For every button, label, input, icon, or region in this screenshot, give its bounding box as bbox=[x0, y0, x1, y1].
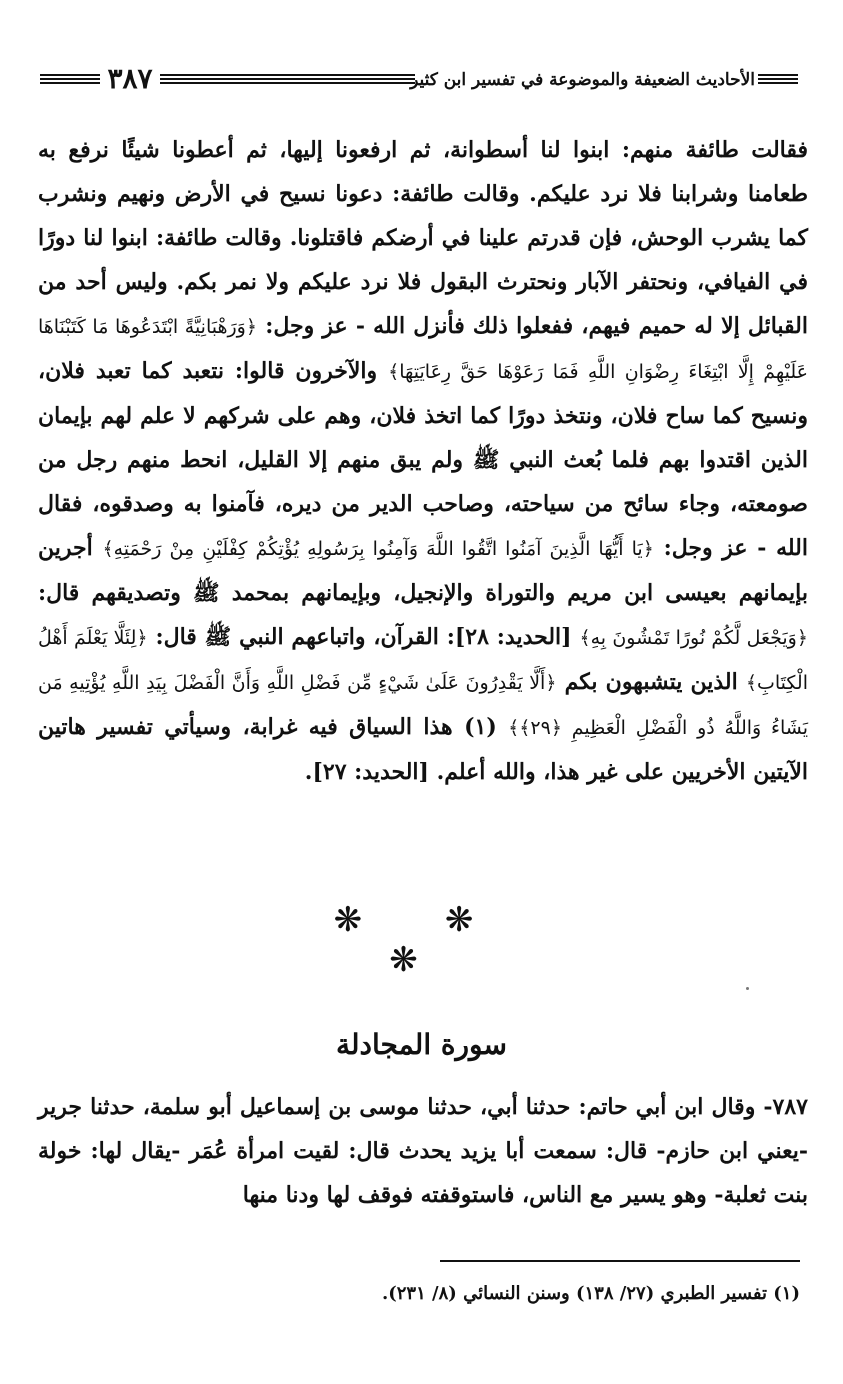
quran-verse: ﴿أَلَّا يَقْدِرُونَ عَلَىٰ شَيْءٍ مِّن فَضْلِ اللَّهِ وَأَنَّ الْفَضْلَ بِيَدِ اللَّهِ يُؤْتِيهِ مَن يَشَاءُ وَاللَّهُ ذُو الْفَضْلِ الْعَظِيمِ ﴿٢٩﴾﴾ bbox=[38, 672, 808, 739]
section-ornament: ❋ ❋ ❋ bbox=[333, 900, 510, 980]
hadith-paragraph: ٧٨٧- وقال ابن أبي حاتم: حدثنا أبي، حدثنا موسى بن إسماعيل أبو سلمة، حدثنا جرير -يعني ابن حازم- قال: سمعت أبا يزيد يحدث قال: لقيت امرأة عُمَر -يقال لها: خولة بنت ثعلبة- وهو يسير مع الناس، فاستوقفته فوقف لها ودنا منها bbox=[38, 1094, 808, 1208]
text-run: أجرين بإيمانهم بعيسى ابن مريم والتوراة والإنجيل، وبإيمانهم بمحمد ﷺ وتصديقهم قال: bbox=[38, 535, 808, 606]
header-rule-middle bbox=[160, 74, 415, 83]
scan-speck bbox=[746, 987, 749, 990]
text-run: فقالت طائفة منهم: ابنوا لنا أسطوانة، ثم ارفعونا إليها، ثم أعطونا شيئًا نرفع به طعامنا وشرابنا فلا نرد عليكم. وقالت طائفة: دعونا نسيح في الأرض ونهيم ونشرب كما يشرب الوحش، فإن قدرتم علينا في أرضكم فاقتلونا. وقالت طائفة: ابنوا لنا دورًا في الفيافي، ونحتفر الآبار ونحترث البقول فلا نرد عليكم ولا نمر بكم. وليس أحد من القبائل إلا له حميم فيهم، ففعلوا ذلك فأنزل الله - عز وجل: bbox=[38, 137, 808, 339]
text-run: (١) هذا السياق فيه غرابة، وسيأتي تفسير هاتين الآيتين الأخريين على غير هذا، والله أعلم. [الحديد: ٢٧]. bbox=[38, 714, 808, 785]
text-run: الذين يتشبهون بكم bbox=[556, 669, 746, 695]
page-number: ٣٨٧ bbox=[107, 62, 153, 95]
quran-verse: ﴿وَرَهْبَانِيَّةً ابْتَدَعُوهَا مَا كَتَبْنَاهَا عَلَيْهِمْ إِلَّا ابْتِغَاءَ رِضْوَانِ اللَّهِ فَمَا رَعَوْهَا حَقَّ رِعَايَتِهَا﴾ bbox=[38, 316, 808, 383]
quran-verse: ﴿لِئَلَّا يَعْلَمَ أَهْلُ الْكِتَابِ﴾ bbox=[38, 627, 808, 694]
main-paragraph bbox=[38, 128, 808, 794]
surah-title: سورة المجادلة bbox=[336, 1028, 507, 1061]
quran-verse: ﴿وَيَجْعَل لَّكُمْ نُورًا تَمْشُونَ بِهِ﴾ bbox=[579, 627, 808, 649]
text-run: [الحديد: ٢٨]: القرآن، واتباعهم النبي ﷺ قال: bbox=[147, 624, 580, 650]
header-rule-right bbox=[758, 74, 798, 83]
footnote: (١) تفسير الطبري (٢٧/ ١٣٨) وسنن النسائي (٨/ ٢٣١). bbox=[381, 1283, 800, 1304]
running-title: الأحاديث الضعيفة والموضوعة في تفسير ابن كثير bbox=[410, 70, 755, 90]
text-run: والآخرون قالوا: نتعبد كما تعبد فلان، ونسيح كما ساح فلان، ونتخذ دورًا كما اتخذ فلان، وهم على شركهم لا علم لهم بإيمان الذين اقتدوا بهم فلما بُعث النبي ﷺ ولم يبق منهم إلا القليل، انحط منهم رجل من صومعته، وجاء سائح من سياحته، وصاحب الدير من ديره، فآمنوا به وصدقوه، فقال الله - عز وجل: bbox=[38, 358, 808, 561]
page-header bbox=[30, 62, 800, 102]
footnote-divider bbox=[440, 1260, 800, 1262]
header-rule-left bbox=[40, 74, 100, 83]
quran-verse: ﴿يَا أَيُّهَا الَّذِينَ آمَنُوا اتَّقُوا اللَّهَ وَآمِنُوا بِرَسُولِهِ يُؤْتِكُمْ كِفْلَيْنِ مِنْ رَحْمَتِهِ﴾ bbox=[102, 538, 654, 560]
